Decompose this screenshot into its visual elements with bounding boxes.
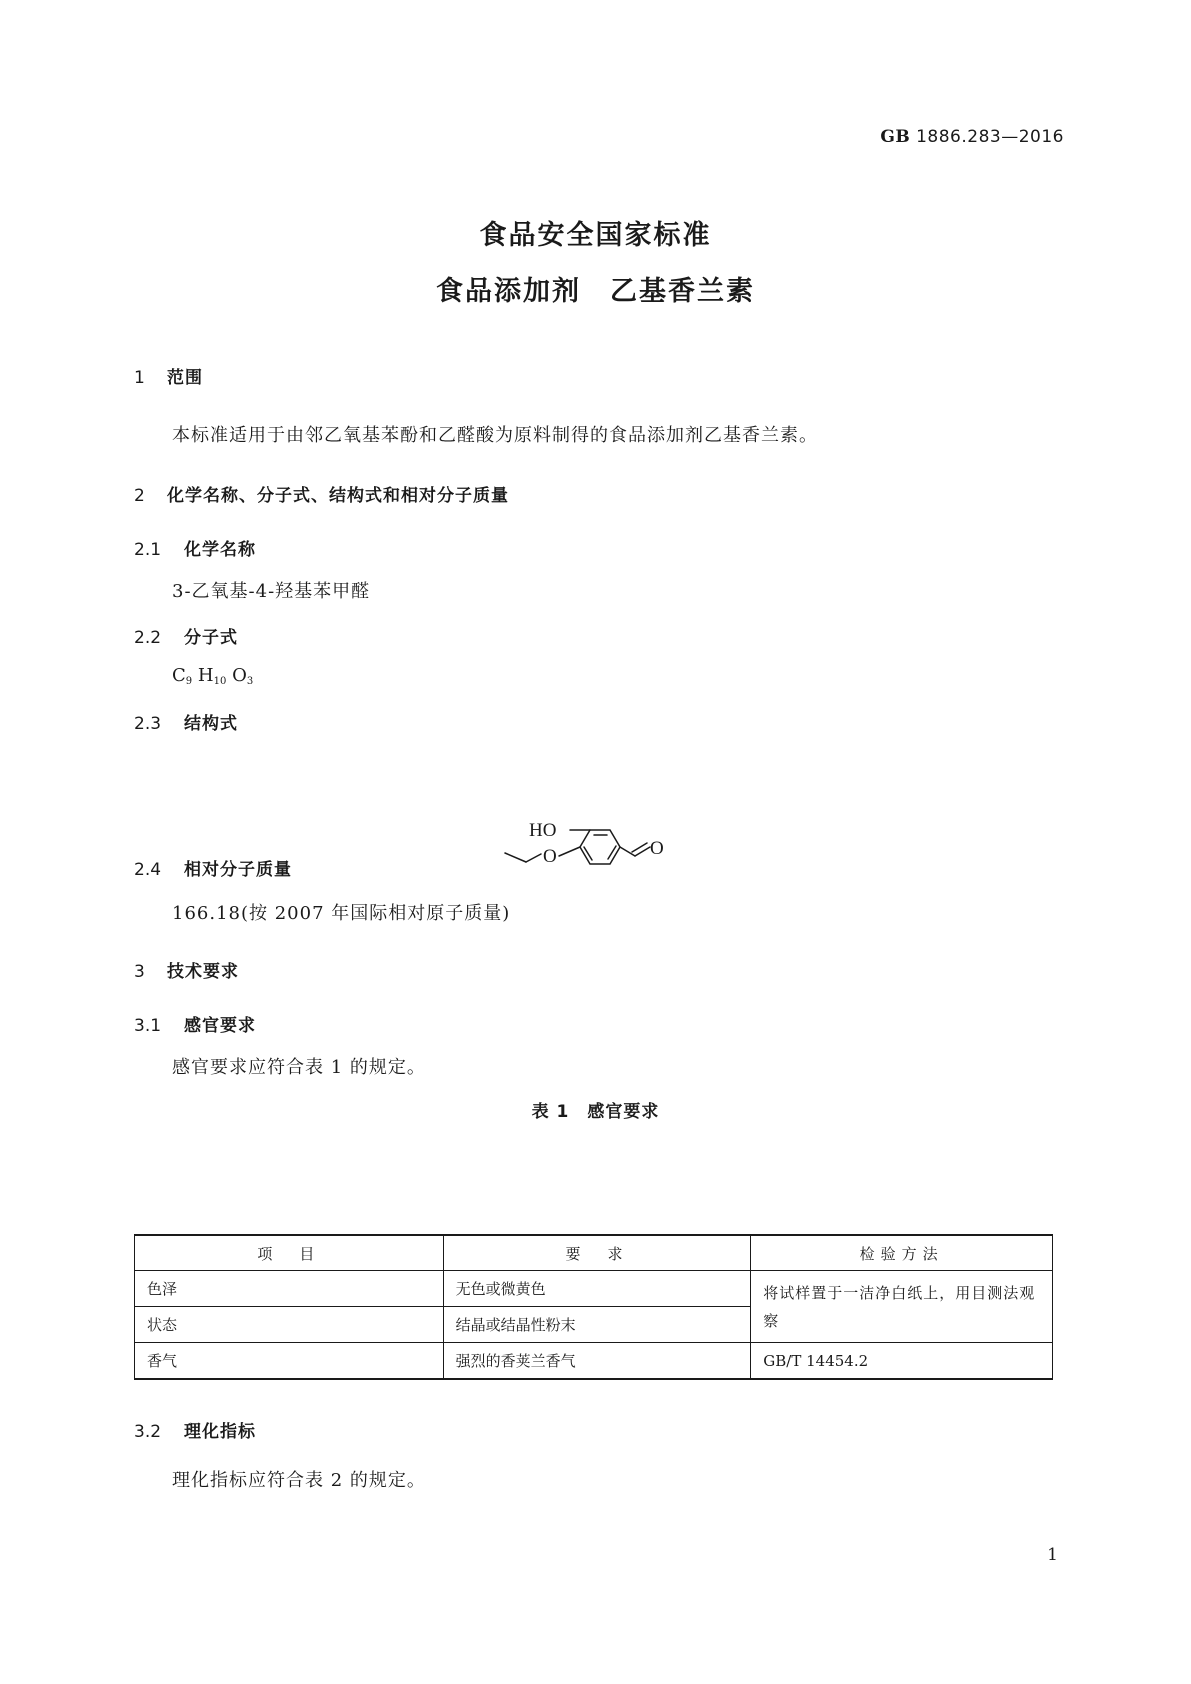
standard-prefix: GB [880, 127, 911, 147]
section-3-1-heading: 3.1 感官要求 [134, 1016, 256, 1036]
cell-item: 状态 [135, 1307, 444, 1343]
column-header-method: 检验方法 [751, 1235, 1053, 1271]
page-number: 1 [1047, 1545, 1058, 1565]
label-ho: HO [529, 820, 557, 841]
ether-bond [559, 847, 580, 856]
section-2-4-heading: 2.4 相对分子质量 [134, 860, 292, 880]
cell-method: GB/T 14454.2 [751, 1343, 1053, 1380]
section-2-2-heading: 2.2 分子式 [134, 628, 238, 648]
cell-item: 香气 [135, 1343, 444, 1380]
column-header-item: 项 目 [135, 1235, 444, 1271]
section-3-2-text: 理化指标应符合表 2 的规定。 [172, 1470, 426, 1491]
table-1-caption: 表 1 感官要求 [531, 1102, 660, 1122]
cell-requirement: 结晶或结晶性粉末 [443, 1307, 751, 1343]
section-2-1-title: 化学名称 [184, 540, 256, 560]
standard-number [880, 127, 1064, 147]
section-2-2-title: 分子式 [184, 628, 238, 648]
cell-requirement: 强烈的香荚兰香气 [443, 1343, 751, 1380]
section-2-3-heading: 2.3 结构式 [134, 714, 238, 734]
structural-formula [495, 800, 695, 895]
section-1-heading: 1 范围 [134, 368, 203, 388]
standard-code: 1886.283—2016 [916, 127, 1064, 147]
section-3-1-text: 感官要求应符合表 1 的规定。 [172, 1057, 426, 1078]
column-header-requirement: 要 求 [443, 1235, 751, 1271]
label-o-aldehyde: O [650, 838, 664, 859]
molecular-mass: 166.18(按 2007 年国际相对原子质量) [172, 903, 511, 924]
section-2-1-heading: 2.1 化学名称 [134, 540, 256, 560]
table-row [135, 1343, 1053, 1380]
document-title: 食品安全国家标准 [479, 220, 712, 251]
cell-method: 将试样置于一洁净白纸上，用目测法观察 [751, 1271, 1053, 1343]
section-3-heading: 3 技术要求 [134, 962, 239, 982]
cell-item: 色泽 [135, 1271, 444, 1307]
section-2-heading: 2 化学名称、分子式、结构式和相对分子质量 [134, 486, 509, 506]
section-3-2-heading: 3.2 理化指标 [134, 1422, 256, 1442]
section-2-3-title: 结构式 [184, 714, 238, 734]
section-2-4-title: 相对分子质量 [184, 860, 292, 880]
section-1-title: 范围 [167, 368, 203, 388]
cell-requirement: 无色或微黄色 [443, 1271, 751, 1307]
table-1 [134, 1234, 1053, 1380]
section-3-title: 技术要求 [167, 962, 239, 982]
chemical-name: 3-乙氧基-4-羟基苯甲醛 [172, 581, 371, 602]
document-subtitle: 食品添加剂 乙基香兰素 [436, 276, 755, 307]
label-o-ether: O [543, 846, 557, 867]
table-row [135, 1271, 1053, 1307]
section-3-1-title: 感官要求 [184, 1016, 256, 1036]
molecular-formula: $C_9$ $H_{10}$ $O_3$ [172, 665, 254, 687]
table-header-row [135, 1235, 1053, 1271]
section-1-text: 本标准适用于由邻乙氧基苯酚和乙醛酸为原料制得的食品添加剂乙基香兰素。 [172, 425, 818, 446]
section-2-title: 化学名称、分子式、结构式和相对分子质量 [167, 486, 509, 506]
section-3-2-title: 理化指标 [184, 1422, 256, 1442]
